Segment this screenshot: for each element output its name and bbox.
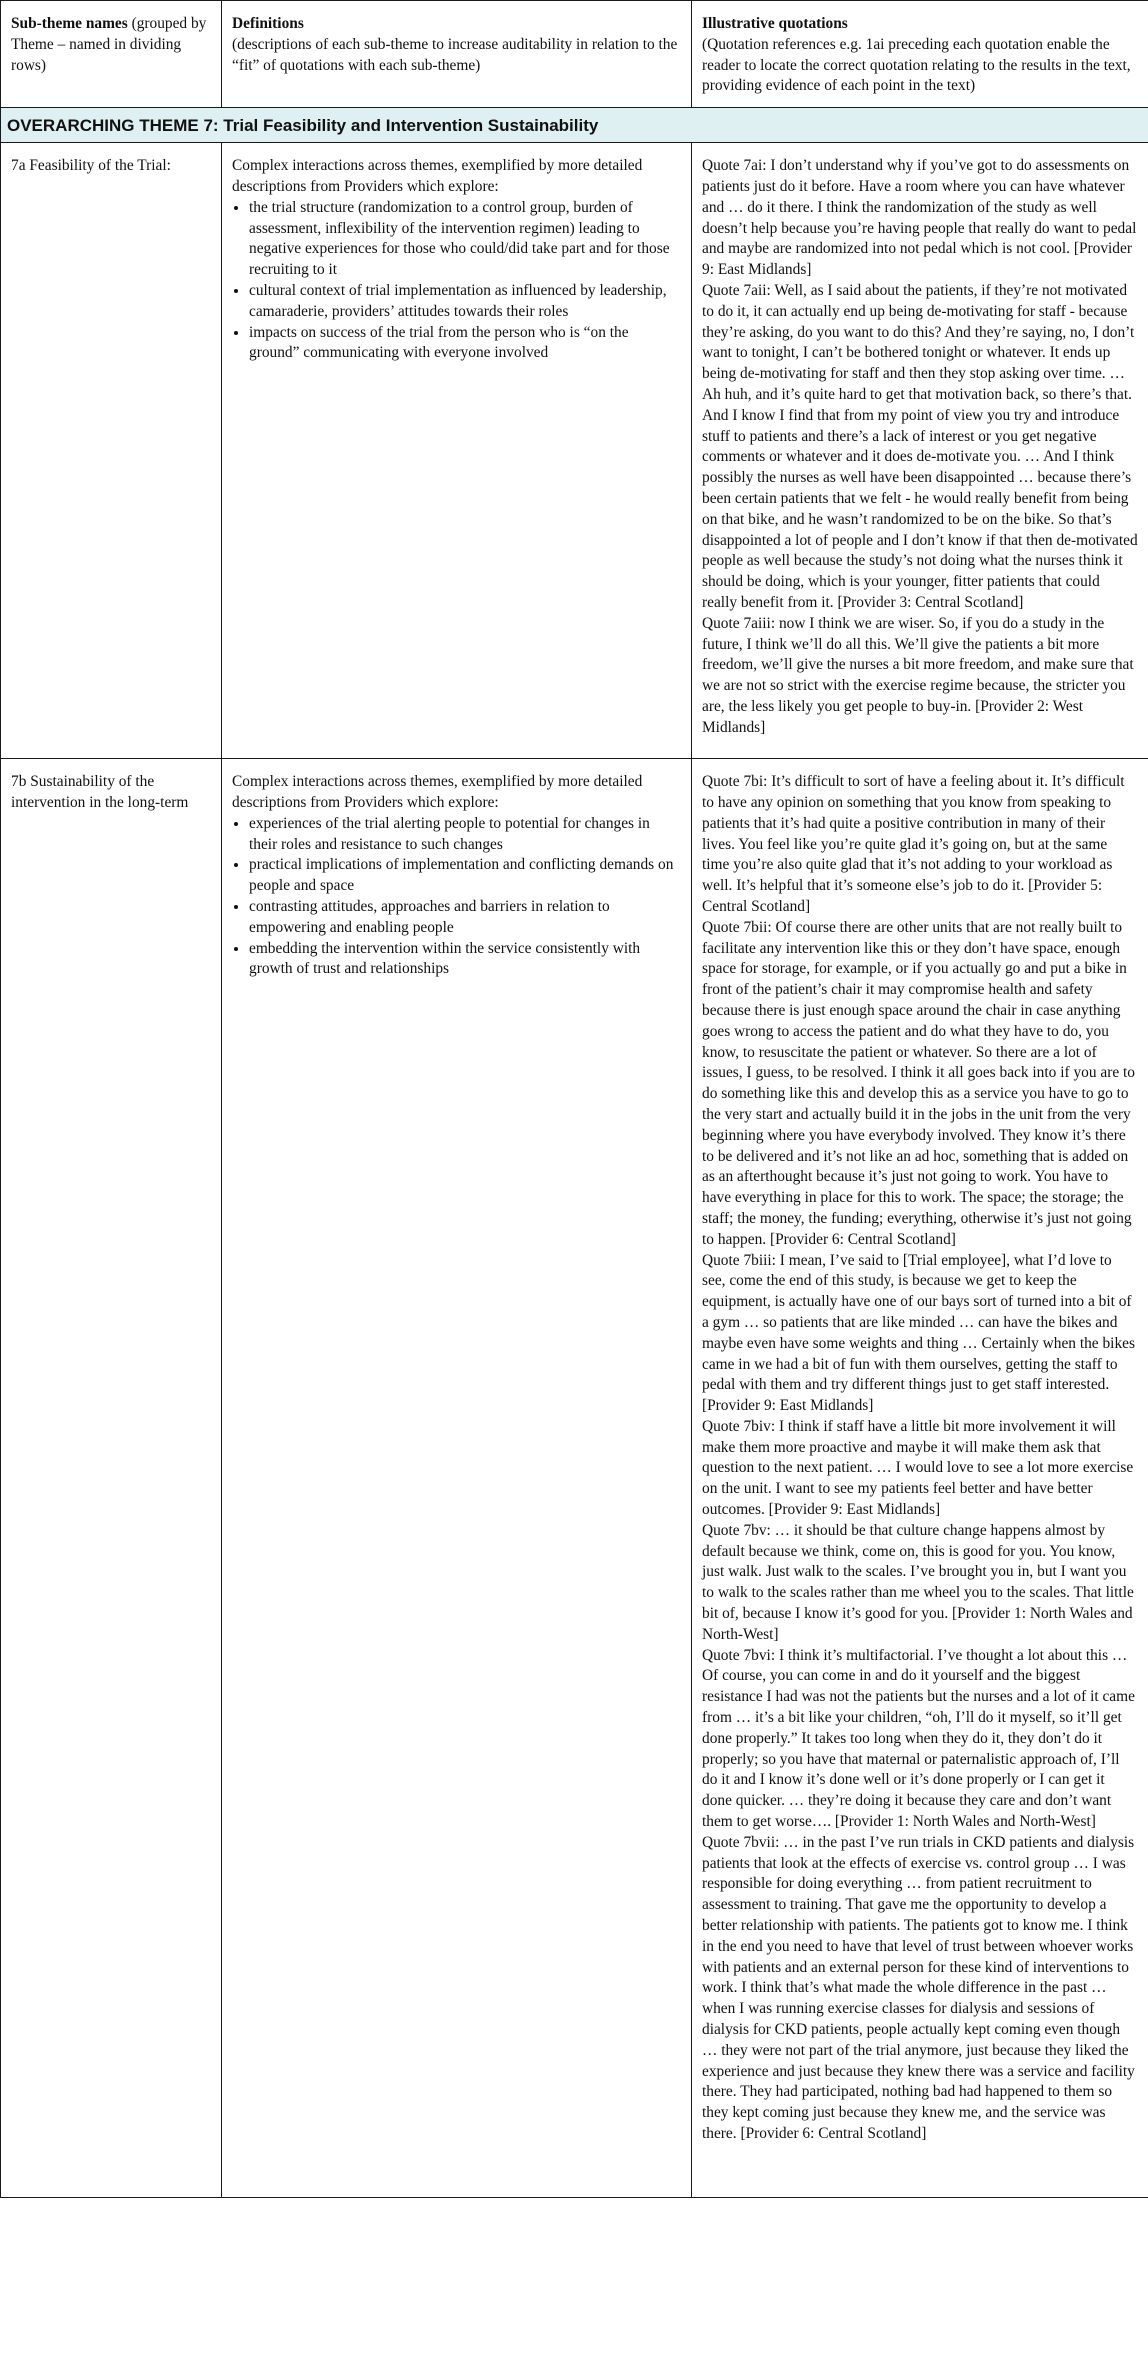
quote-7biii: Quote 7biii: I mean, I’ve said to [Trial employee], what I’d love to see, come the end of this study, is because we get to keep the equipment, is actually have one of our bays sort of turned into a bit of a gym … so patients that are like minded … can have the bikes and maybe even have some weights and thing … Certainly when the bikes came in we had a bit of fun with them ourselves, getting the staff to pedal with them and try different things just to get staff interested. [Provider 9: East Midlands] [702, 1251, 1135, 1415]
definition-list [232, 198, 681, 364]
header-subtheme-names [1, 1, 222, 108]
quote-7bii: Quote 7bii: Of course there are other units that are not really built to facilitate any intervention like this or they don’t have space, enough space for storage, for example, or if you actually go and put a bike in front of the patient’s chair it may compromise health and safety because there is just enough space around the chair in case anything goes wrong to access the patient and do what they have to do, you know, to resuscitate the patient or whatever. So there are a lot of issues, I guess, to be resolved. I think it all goes back into if you are to do something like this and develop this as a service you have to go to the very start and actually build it in the jobs in the unit from the very beginning where you have everybody involved. They know it’s there to be delivered and it’s not like an ad hoc, something that is added on as an afterthought because it’s just not going to work. You have to have everything in place for this to work. The space; the storage; the staff; the money, the funding; everything, otherwise it’s just not going to happen. [Provider 6: Central Scotland] [702, 918, 1135, 1248]
header-definitions-title: Definitions [232, 15, 304, 32]
quote-7aiii: Quote 7aiii: now I think we are wiser. So, if you do a study in the future, I think we’ll do all this. We’ll give the patients a bit more freedom, we’ll give the nurses a bit more freedom, and make sure that we are not so strict with the exercise regime because, the stricter you are, the less likely you get people to buy-in. [Provider 2: West Midlands] [702, 614, 1134, 736]
header-quotations-desc: (Quotation references e.g. 1ai preceding each quotation enable the reader to locate the correct quotation relating to the results in the text, providing evidence of each point in the text) [702, 35, 1131, 95]
quotations-cell [692, 759, 1148, 2198]
header-row [1, 1, 1148, 108]
quote-7ai: Quote 7ai: I don’t understand why if you’ve got to do assessments on patients just do it before. Have a room where you can have whatever and … do it there. I think the randomization of the study as well doesn’t help because you’re having people that really do want to pedal and maybe are randomized into not pedal which is not cool. [Provider 9: East Midlands] [702, 157, 1137, 279]
table-row [1, 759, 1148, 2198]
quote-7bvi: Quote 7bvi: I think it’s multifactorial. I’ve thought a lot about this … Of course, you can come in and do it yourself and the biggest resistance I had was not the patients but the nurses and a lot of it came from … it’s a bit like your children, “oh, I’ll do it myself, so it’ll get done properly.” It takes too long when they do it, they don’t do it properly; so you have that maternal or paternalistic approach of, I’ll do it and I know it’s done well or it’s done properly or I can get it done quicker. … they’re doing it because they care and don’t want them to get worse…. [Provider 1: North Wales and North-West] [702, 1646, 1135, 1831]
quotations-cell [692, 143, 1148, 759]
definition-list [232, 814, 681, 980]
subtheme-name: 7b Sustainability of the intervention in the long-term [1, 759, 222, 2198]
definition-bullet: • embedding the intervention within the service consistently with growth of trust and relationships [249, 939, 681, 981]
definition-bullet: • contrasting attitudes, approaches and barriers in relation to empowering and enabling people [249, 897, 681, 939]
subtheme-name: 7a Feasibility of the Trial: [1, 143, 222, 759]
header-definitions-desc: (descriptions of each sub-theme to increase auditability in relation to the “fit” of quotations with each sub-theme) [232, 35, 678, 74]
definition-intro: Complex interactions across themes, exemplified by more detailed descriptions from Providers which explore: [232, 157, 643, 195]
table-row [1, 143, 1148, 759]
quote-7aii: Quote 7aii: Well, as I said about the patients, if they’re not motivated to do it, it can actually end up being de-motivating for staff - because they’re asking, do you want to do this? And they’re saying, no, I don’t want to tonight, I can’t be bothered tonight or whatever. It ends up being de-motivating for staff and then they stop asking over time. … Ah huh, and it’s quite hard to get that motivation back, so there’s that. And I know I find that from my point of view you try and introduce stuff to patients and there’s a lack of interest or you get negative comments or whatever and it does de-motivate you. … And I think possibly the nurses as well have been disappointed … because there’s been certain patients that we felt - he would really benefit from being on that bike, and he wasn’t randomized to be on the bike. So that’s disappointed a lot of people and I don’t know if that then de-motivated people as well because the study’s not doing what the nurses think it should be doing, which is your younger, fitter patients that could really benefit from it. [Provider 3: Central Scotland] [702, 281, 1138, 611]
definition-bullet: • impacts on success of the trial from the person who is “on the ground” communicating with everyone involved [249, 323, 681, 365]
header-definitions [222, 1, 692, 108]
definition-bullet: • practical implications of implementation and conflicting demands on people and space [249, 855, 681, 897]
theme-title: OVERARCHING THEME 7: Trial Feasibility and Intervention Sustainability [1, 108, 1148, 143]
header-subtheme-names-title: Sub-theme names [11, 15, 128, 32]
quote-7bi: Quote 7bi: It’s difficult to sort of have a feeling about it. It’s difficult to have any opinion on something that you know from speaking to patients that it’s had quite a positive contribution in many of their lives. You feel like you’re quite glad it’s going on, but at the same time you’re also quite glad that it’s not adding to your workload as well. It’s helpful that it’s someone else’s job to do it. [Provider 5: Central Scotland] [702, 773, 1125, 915]
definition-cell [222, 143, 692, 759]
definition-cell [222, 759, 692, 2198]
header-quotations-title: Illustrative quotations [702, 15, 848, 32]
quote-7biv: Quote 7biv: I think if staff have a little bit more involvement it will make them more proactive and maybe it will make them ask that question to the next patient. … I would love to see a lot more exercise on the unit. I want to see my patients feel better and have better outcomes. [Provider 9: East Midlands] [702, 1417, 1134, 1519]
header-quotations [692, 1, 1148, 108]
definition-bullet: • experiences of the trial alerting people to potential for changes in their roles and resistance to such changes [249, 814, 681, 856]
theme-row [1, 108, 1148, 143]
quote-7bv: Quote 7bv: … it should be that culture change happens almost by default because we think, come on, this is good for you. You know, just walk. Just walk to the scales. I’ve brought you in, but I want you to walk to the scales rather than me wheel you to the scales. That little bit of, because I know it’s good for you. [Provider 1: North Wales and North-West] [702, 1521, 1134, 1643]
quote-7bvii: Quote 7bvii: … in the past I’ve run trials in CKD patients and dialysis patients that look at the effects of exercise vs. control group … I was responsible for doing everything … from patient recruitment to assessment to training. That gave me the opportunity to develop a better relationship with patients. The patients got to know me. I think in the end you need to have that level of trust between whoever works with patients and an external person for these kind of interventions to work. I think that’s what made the whole difference in the past … when I was running exercise classes for dialysis and sessions of dialysis for CKD patients, people actually kept coming even though … they were not part of the trial anymore, just because they liked the experience and just because they knew there was a service and facility there. They had participated, nothing bad had happened to them so they kept coming just because they knew me, and the service was there. [Provider 6: Central Scotland] [702, 1833, 1135, 2142]
definition-bullet: • cultural context of trial implementation as influenced by leadership, camaraderie, providers’ attitudes towards their roles [249, 281, 681, 323]
header-subtheme-names-desc: (grouped by Theme – named in dividing rows) [11, 15, 207, 74]
definition-intro: Complex interactions across themes, exemplified by more detailed descriptions from Providers which explore: [232, 773, 643, 811]
definition-bullet: • the trial structure (randomization to a control group, burden of assessment, inflexibility of the intervention regimen) leading to negative experiences for those who could/did take part and for those recruiting to it [249, 198, 681, 281]
